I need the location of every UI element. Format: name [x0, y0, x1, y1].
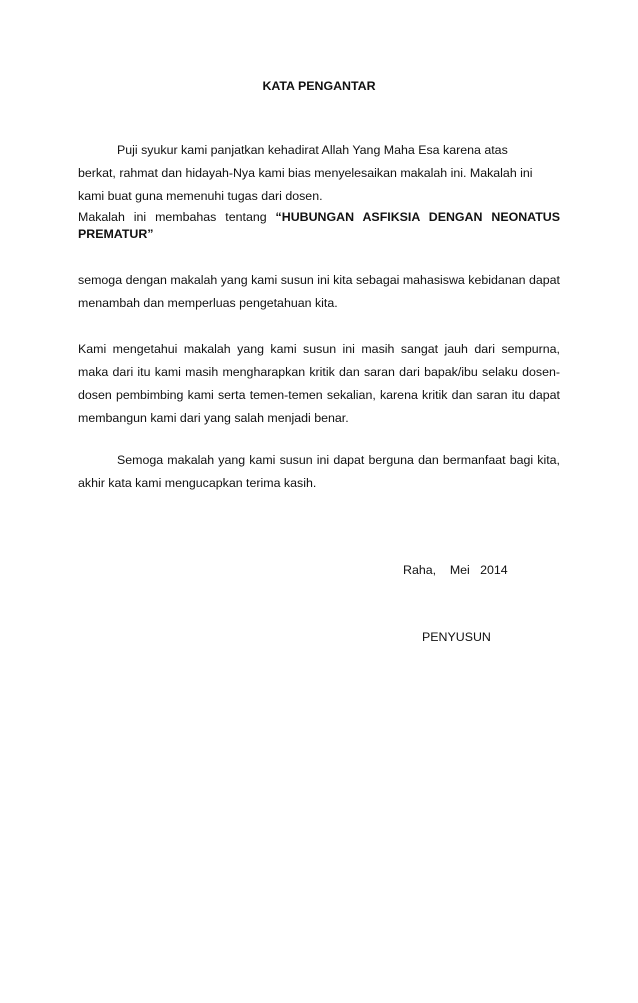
opening-paragraph: [78, 139, 560, 205]
author-signature-label: PENYUSUN: [422, 630, 491, 644]
opening-paragraph-line-2: berkat, rahmat dan hidayah-Nya kami bias menyelesaikan makalah ini. Makalah ini: [78, 166, 533, 180]
opening-paragraph-line-1: Puji syukur kami panjatkan kehadirat Allah Yang Maha Esa karena atas: [117, 143, 508, 157]
closing-paragraph: Semoga makalah yang kami susun ini dapat berguna dan bermanfaat bagi kita, akhir kata kami mengucapkan terima kasih.: [78, 453, 560, 490]
place-date: Raha, Mei 2014: [403, 563, 508, 577]
humility-paragraph: Kami mengetahui makalah yang kami susun ini masih sangat jauh dari sempurna, maka dari itu kami masih mengharapkan kritik dan saran dari bapak/ibu selaku dosen-dosen pembimbing kami serta temen-temen sekalian, karena kritik dan saran itu dapat membangun kami dari yang salah menjadi benar.: [78, 342, 560, 425]
topic-title: “HUBUNGAN ASFIKSIA DENGAN NEONATUS PREMATUR”: [78, 210, 560, 241]
topic-paragraph: [78, 209, 560, 243]
opening-paragraph-line-3: kami buat guna memenuhi tugas dari dosen.: [78, 189, 323, 203]
purpose-paragraph: semoga dengan makalah yang kami susun ini kita sebagai mahasiswa kebidanan dapat menambah dan memperluas pengetahuan kita.: [78, 273, 560, 310]
topic-intro-text: Makalah ini membahas tentang: [78, 210, 276, 224]
page-title: KATA PENGANTAR: [262, 79, 376, 93]
